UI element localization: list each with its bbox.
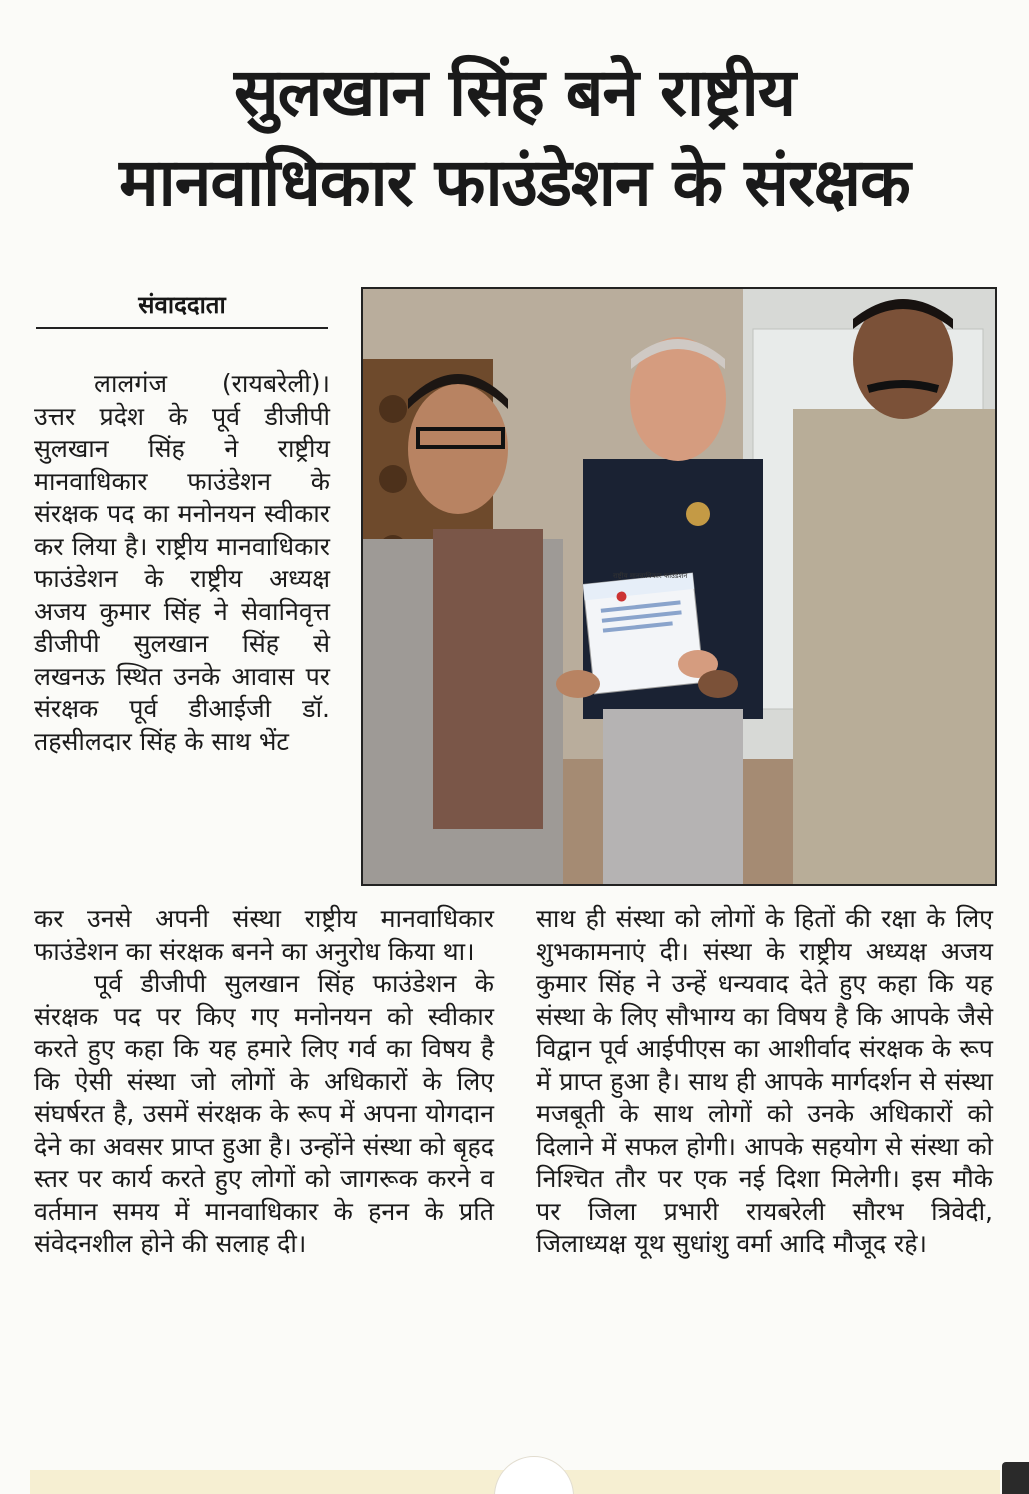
bottom-circle-decoration	[494, 1456, 574, 1494]
paragraph: पूर्व डीजीपी सुलखान सिंह फाउंडेशन के संरक्षक पद पर किए गए मनोनयन को स्वीकार करते हुए कहा कि यह हमारे लिए गर्व का विषय है कि ऐसी संस्था जो लोगों के अधिकारों के लिए संघर्षरत है, उसमें संरक्षक के रूप में अपना योगदान देने का अवसर प्राप्त हुआ है। उन्होंने संस्था को बृहद स्तर पर कार्य करते हुए लोगों को जागरूक करने व वर्तमान समय में मानवाधिकार के हनन के प्रति संवेदनशील होने की सलाह दी।	[34, 969, 494, 1258]
headline-line-1: सुलखान सिंह बने राष्ट्रीय	[233, 54, 796, 131]
paragraph: साथ ही संस्था को लोगों के हितों की रक्षा के लिए शुभकामनाएं दी। संस्था के राष्ट्रीय अध्यक्ष अजय कुमार सिंह ने उन्हें धन्यवाद देते हुए कहा कि यह संस्था के लिए सौभाग्य का विषय है कि आपके जैसे विद्वान पूर्व आईपीएस का आशीर्वाद संरक्षक के रूप में प्राप्त हुआ है। साथ ही आपके मार्गदर्शन से संस्था मजबूती के साथ लोगों को उनके अधिकारों को दिलाने में सफल होगी। आपके सहयोग से संस्था को निश्चित तौर पर एक नई दिशा मिलेगी। इस मौके पर जिला प्रभारी रायबरेली सौरभ त्रिवेदी, जिलाध्यक्ष यूथ सुधांशु वर्मा आदि मौजूद रहे।	[536, 904, 993, 1258]
byline: संवाददाता	[36, 288, 328, 329]
photo-illustration	[363, 289, 995, 884]
news-photo	[361, 287, 997, 886]
article-column-right	[536, 903, 993, 1261]
corner-icon	[1002, 1462, 1029, 1494]
article-column-left-top	[34, 368, 330, 758]
paragraph: लालगंज (रायबरेली)। उत्तर प्रदेश के पूर्व डीजीपी सुलखान सिंह ने राष्ट्रीय मानवाधिकार फाउंडेशन के संरक्षक पद का मनोनयन स्वीकार कर लिया है। राष्ट्रीय मानवाधिकार फाउंडेशन के राष्ट्रीय अध्यक्ष अजय कुमार सिंह ने सेवानिवृत्त डीजीपी सुलखान सिंह से लखनऊ स्थित उनके आवास पर संरक्षक पूर्व डीआईजी डॉ. तहसीलदार सिंह के साथ भेंट	[34, 369, 330, 756]
article-column-left-bottom	[34, 903, 494, 1261]
headline	[0, 48, 1029, 228]
certificate-header: राष्ट्रीय मानवाधिकार फाउंडेशन	[613, 572, 688, 580]
paragraph: कर उनसे अपनी संस्था राष्ट्रीय मानवाधिकार फाउंडेशन का संरक्षक बनने का अनुरोध किया था।	[34, 904, 494, 966]
headline-line-2: मानवाधिकार फाउंडेशन के संरक्षक	[119, 144, 910, 221]
